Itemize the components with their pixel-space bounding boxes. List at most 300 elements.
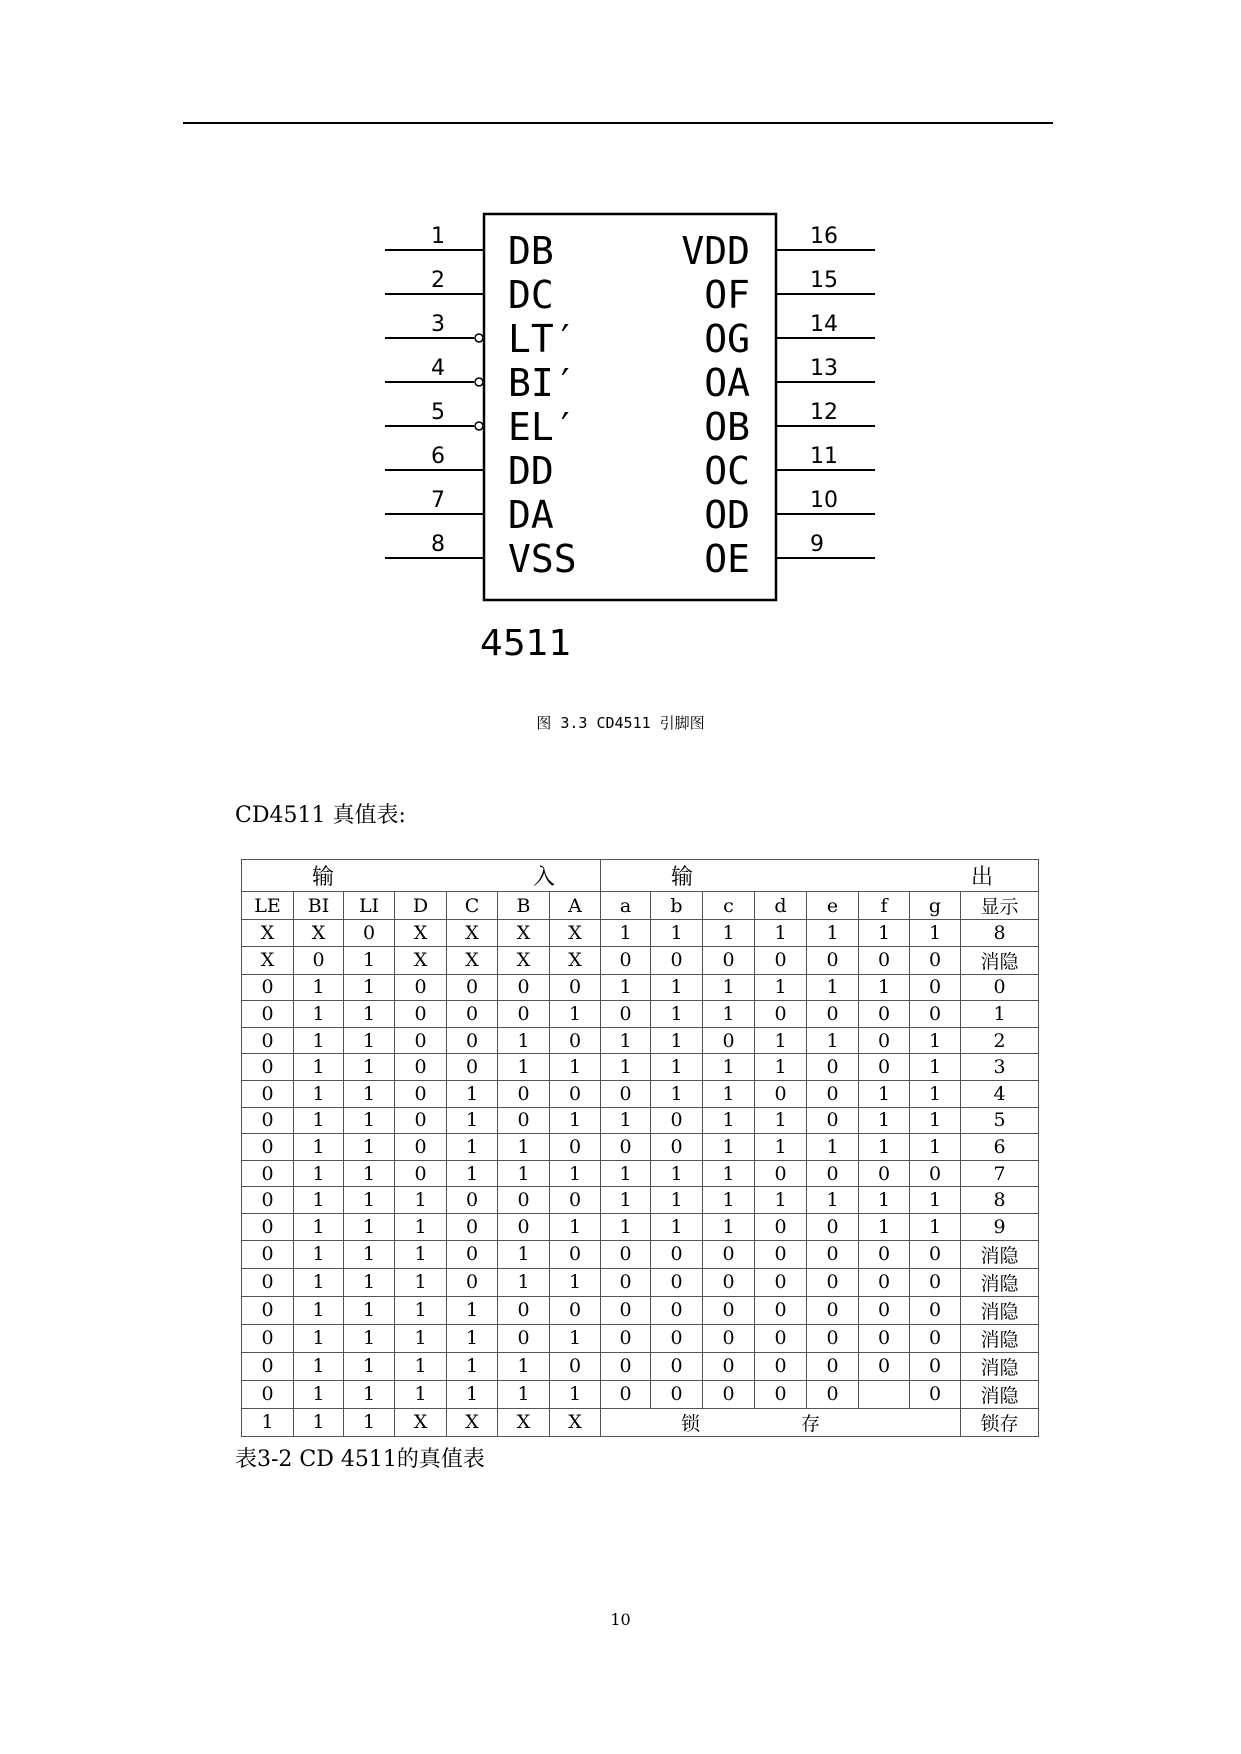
pin-number-16: 16: [810, 224, 838, 249]
pin-signal-16: VDD: [681, 229, 750, 273]
table-cell: 0: [910, 946, 961, 974]
table-cell: 0: [651, 1324, 703, 1352]
table-cell: 0: [242, 1380, 294, 1408]
column-header: BI: [294, 892, 344, 920]
table-cell: 0: [550, 1187, 601, 1214]
table-cell: 0: [447, 1187, 498, 1214]
column-header: f: [859, 892, 910, 920]
table-cell: 1: [294, 1408, 344, 1436]
figure-caption: 图 3.3 CD4511 引脚图: [536, 714, 705, 732]
table-cell: 消隐: [961, 1352, 1039, 1380]
input-group-header: 输 入: [242, 860, 601, 892]
table-cell: 0: [498, 974, 550, 1001]
table-row: [242, 1027, 1039, 1054]
table-cell: 0: [601, 1001, 651, 1028]
table-cell: 1: [498, 1054, 550, 1081]
table-cell: 1: [294, 1352, 344, 1380]
table-row: [242, 1160, 1039, 1187]
table-cell: 1: [498, 1380, 550, 1408]
table-cell: 0: [755, 1080, 807, 1107]
table-cell: 1: [651, 920, 703, 947]
pin-number-15: 15: [810, 268, 838, 293]
table-cell: 0: [755, 1160, 807, 1187]
table-cell: 1: [294, 1107, 344, 1134]
column-header: B: [498, 892, 550, 920]
page-number: 10: [610, 1610, 631, 1629]
table-row: [242, 946, 1039, 974]
table-cell: 0: [651, 1296, 703, 1324]
table-cell: 1: [498, 1240, 550, 1268]
table-cell: 0: [807, 1240, 859, 1268]
table-cell: 1: [755, 1054, 807, 1081]
column-header: a: [601, 892, 651, 920]
table-cell: 0: [651, 1240, 703, 1268]
table-caption: 表3-2 CD 4511的真值表: [235, 1447, 485, 1472]
table-cell: 1: [447, 1160, 498, 1187]
table-cell: 1: [395, 1352, 447, 1380]
table-cell: 0: [447, 974, 498, 1001]
table-cell: 0: [242, 1001, 294, 1028]
table-cell: 0: [601, 1324, 651, 1352]
table-cell: X: [242, 946, 294, 974]
table-cell: 0: [550, 1240, 601, 1268]
table-cell: 0: [242, 1324, 294, 1352]
table-cell: 0: [703, 1268, 755, 1296]
table-cell: 0: [703, 1027, 755, 1054]
table-cell: 1: [755, 920, 807, 947]
cd4511-pinout-diagram: [0, 0, 1241, 700]
table-cell: 1: [294, 1296, 344, 1324]
table-cell: 1: [755, 974, 807, 1001]
table-cell: 0: [344, 920, 395, 947]
table-cell: 1: [703, 1054, 755, 1081]
table-cell: 1: [703, 1160, 755, 1187]
table-cell: 0: [242, 1080, 294, 1107]
table-cell: 0: [859, 1296, 910, 1324]
table-cell: 1: [294, 974, 344, 1001]
table-cell: 1: [294, 1001, 344, 1028]
table-cell: 1: [294, 1268, 344, 1296]
table-cell: [859, 1380, 910, 1408]
table-cell: 1: [498, 1027, 550, 1054]
table-cell: 0: [447, 1001, 498, 1028]
table-cell: 0: [242, 1107, 294, 1134]
column-header: A: [550, 892, 601, 920]
table-row: [242, 920, 1039, 947]
table-cell: 1: [395, 1296, 447, 1324]
table-cell: 1: [344, 1268, 395, 1296]
table-cell: 1: [651, 1001, 703, 1028]
table-cell: X: [294, 920, 344, 947]
table-cell: 0: [447, 1054, 498, 1081]
table-cell: 0: [601, 1296, 651, 1324]
table-cell: 0: [859, 1001, 910, 1028]
table-cell: 0: [807, 1160, 859, 1187]
table-cell: 0: [395, 1134, 447, 1161]
table-cell: 1: [395, 1240, 447, 1268]
table-cell: 0: [242, 1187, 294, 1214]
output-group-header: 输 出: [601, 860, 1039, 892]
table-cell: 0: [447, 1268, 498, 1296]
pin-signal-12: OB: [704, 405, 750, 449]
column-header: d: [755, 892, 807, 920]
table-cell: 1: [294, 1134, 344, 1161]
table-cell: 1: [859, 1134, 910, 1161]
table-cell: 0: [395, 974, 447, 1001]
table-cell: 1: [447, 1107, 498, 1134]
table-cell: 1: [550, 1213, 601, 1240]
table-cell: 0: [910, 1240, 961, 1268]
table-row: [242, 1213, 1039, 1240]
table-cell: 1: [807, 1187, 859, 1214]
table-cell: 0: [859, 1240, 910, 1268]
table-cell: 1: [550, 1380, 601, 1408]
table-cell: 1: [807, 1134, 859, 1161]
table-cell: 1: [344, 1134, 395, 1161]
table-cell: 1: [447, 1324, 498, 1352]
latch-row: [242, 1408, 1039, 1436]
pin-signal-14: OG: [704, 317, 750, 361]
table-cell: 0: [242, 1352, 294, 1380]
table-cell: 0: [651, 1380, 703, 1408]
column-header: g: [910, 892, 961, 920]
inversion-bubble-4: [475, 378, 483, 386]
column-header-row: [242, 892, 1039, 920]
table-cell: 1: [910, 1107, 961, 1134]
table-cell: 0: [703, 1296, 755, 1324]
table-cell: 1: [859, 1187, 910, 1214]
pin-signal-6: DD: [508, 449, 554, 493]
table-cell: 1: [294, 1027, 344, 1054]
table-cell: 0: [755, 946, 807, 974]
table-cell: 1: [498, 1268, 550, 1296]
table-cell: 0: [755, 1324, 807, 1352]
table-cell: 0: [755, 1380, 807, 1408]
pin-signal-9: OE: [704, 537, 750, 581]
table-cell: 1: [859, 1107, 910, 1134]
column-header: 显示: [961, 892, 1039, 920]
table-cell: 消隐: [961, 1240, 1039, 1268]
table-cell: 0: [807, 1380, 859, 1408]
pin-number-2: 2: [431, 268, 445, 293]
table-cell: 0: [550, 974, 601, 1001]
table-cell: 1: [910, 1134, 961, 1161]
table-cell: 1: [703, 974, 755, 1001]
table-cell: 0: [242, 974, 294, 1001]
table-cell: 1: [344, 1001, 395, 1028]
table-cell: 消隐: [961, 946, 1039, 974]
pin-number-7: 7: [431, 488, 445, 513]
inversion-bubble-3: [475, 334, 483, 342]
table-cell: 1: [395, 1187, 447, 1214]
table-cell: 1: [498, 1160, 550, 1187]
table-cell: 1: [755, 1134, 807, 1161]
table-cell: 0: [807, 1268, 859, 1296]
table-cell: 1: [447, 1134, 498, 1161]
table-row: [242, 1324, 1039, 1352]
table-row: [242, 1001, 1039, 1028]
table-cell: 1: [344, 1352, 395, 1380]
table-cell: 1: [859, 1213, 910, 1240]
pin-signal-2: DC: [508, 273, 554, 317]
pin-number-10: 10: [810, 488, 838, 513]
table-cell: 1: [651, 1080, 703, 1107]
table-cell: X: [242, 920, 294, 947]
column-header: LE: [242, 892, 294, 920]
table-cell: 0: [859, 1054, 910, 1081]
table-cell: 0: [651, 1134, 703, 1161]
table-cell: 0: [601, 1380, 651, 1408]
table-cell: 0: [498, 1080, 550, 1107]
table-cell: X: [395, 1408, 447, 1436]
table-row: [242, 1080, 1039, 1107]
table-cell: X: [550, 1408, 601, 1436]
table-cell: 1: [703, 1213, 755, 1240]
table-cell: 1: [550, 1268, 601, 1296]
pin-number-1: 1: [431, 224, 445, 249]
table-cell: 1: [344, 946, 395, 974]
table-cell: 0: [550, 1352, 601, 1380]
table-cell: 1: [550, 1107, 601, 1134]
table-cell: 1: [550, 1160, 601, 1187]
table-cell: 0: [807, 1324, 859, 1352]
table-cell: 1: [807, 920, 859, 947]
table-row: [242, 1134, 1039, 1161]
table-cell: 1: [703, 1187, 755, 1214]
table-cell: 1: [344, 1324, 395, 1352]
column-header: D: [395, 892, 447, 920]
table-cell: 0: [910, 1268, 961, 1296]
table-cell: 0: [651, 1352, 703, 1380]
table-cell: 消隐: [961, 1268, 1039, 1296]
table-cell: 0: [755, 1213, 807, 1240]
table-cell: 1: [344, 1408, 395, 1436]
table-cell: 1: [550, 1054, 601, 1081]
pin-number-14: 14: [810, 312, 838, 337]
table-cell: 0: [242, 1296, 294, 1324]
table-cell: 0: [447, 1240, 498, 1268]
table-cell: 1: [395, 1324, 447, 1352]
table-cell: X: [447, 920, 498, 947]
table-cell: 1: [651, 1027, 703, 1054]
table-cell: 1: [344, 1054, 395, 1081]
table-cell: 0: [807, 1001, 859, 1028]
pin-signal-3: LT′: [508, 317, 577, 361]
table-cell: 消隐: [961, 1296, 1039, 1324]
table-cell: 0: [703, 1240, 755, 1268]
inversion-bubble-5: [475, 422, 483, 430]
table-cell: 0: [601, 1352, 651, 1380]
table-cell: 0: [807, 1213, 859, 1240]
table-cell: 0: [755, 1240, 807, 1268]
table-cell: 1: [755, 1187, 807, 1214]
pin-signal-8: VSS: [508, 537, 577, 581]
table-cell: 0: [242, 1027, 294, 1054]
table-cell: 1: [344, 1027, 395, 1054]
table-cell: 1: [344, 1240, 395, 1268]
table-cell: X: [498, 920, 550, 947]
table-cell: 1: [651, 1054, 703, 1081]
right-pins: [681, 224, 875, 581]
table-cell: 0: [601, 1080, 651, 1107]
table-cell: 1: [651, 974, 703, 1001]
table-cell: 0: [447, 1213, 498, 1240]
table-cell: 0: [651, 946, 703, 974]
table-cell: 0: [498, 1296, 550, 1324]
table-cell: 0: [910, 1352, 961, 1380]
pin-number-9: 9: [810, 532, 824, 557]
table-cell: 1: [601, 1054, 651, 1081]
pin-signal-5: EL′: [508, 405, 577, 449]
column-header: b: [651, 892, 703, 920]
table-cell: 1: [294, 1240, 344, 1268]
table-cell: X: [550, 920, 601, 947]
table-cell: 0: [961, 974, 1039, 1001]
table-cell: 0: [910, 1380, 961, 1408]
table-cell: 0: [910, 1001, 961, 1028]
table-cell: 0: [242, 1213, 294, 1240]
table-cell: 0: [651, 1107, 703, 1134]
latch-output-cell: 锁 存: [601, 1408, 961, 1436]
table-cell: 1: [601, 1027, 651, 1054]
table-cell: 1: [447, 1296, 498, 1324]
table-cell: 0: [601, 1240, 651, 1268]
table-cell: 1: [550, 1324, 601, 1352]
table-cell: 0: [601, 1268, 651, 1296]
table-cell: 0: [703, 1352, 755, 1380]
table-cell: 消隐: [961, 1324, 1039, 1352]
table-cell: 1: [294, 1213, 344, 1240]
table-cell: 1: [601, 1107, 651, 1134]
table-cell: 0: [755, 1001, 807, 1028]
table-cell: 8: [961, 920, 1039, 947]
table-cell: 0: [755, 1268, 807, 1296]
table-cell: 1: [550, 1001, 601, 1028]
table-cell: 8: [961, 1187, 1039, 1214]
table-row: [242, 1240, 1039, 1268]
table-cell: 1: [601, 920, 651, 947]
table-cell: 0: [651, 1268, 703, 1296]
table-cell: 1: [651, 1213, 703, 1240]
table-cell: 1: [859, 920, 910, 947]
table-cell: X: [550, 946, 601, 974]
table-cell: 1: [910, 1213, 961, 1240]
table-cell: 0: [703, 1380, 755, 1408]
table-cell: 1: [344, 1187, 395, 1214]
table-cell: 0: [703, 1324, 755, 1352]
table-cell: 3: [961, 1054, 1039, 1081]
table-cell: 0: [910, 1324, 961, 1352]
truth-table: [241, 859, 1039, 1437]
table-cell: 1: [344, 1160, 395, 1187]
table-cell: 1: [498, 1352, 550, 1380]
table-cell: 1: [755, 1107, 807, 1134]
table-cell: 1: [807, 1027, 859, 1054]
table-cell: 0: [395, 1160, 447, 1187]
table-cell: 1: [242, 1408, 294, 1436]
table-cell: X: [447, 1408, 498, 1436]
column-header: e: [807, 892, 859, 920]
table-cell: 1: [447, 1080, 498, 1107]
table-cell: 1: [703, 1134, 755, 1161]
table-cell: 1: [294, 1054, 344, 1081]
table-cell: 1: [294, 1187, 344, 1214]
table-cell: 0: [601, 1134, 651, 1161]
table-cell: 1: [910, 920, 961, 947]
table-cell: 1: [294, 1080, 344, 1107]
table-cell: 消隐: [961, 1380, 1039, 1408]
table-cell: 6: [961, 1134, 1039, 1161]
table-cell: 1: [344, 1107, 395, 1134]
table-cell: 1: [859, 974, 910, 1001]
table-cell: 0: [859, 1160, 910, 1187]
table-cell: 0: [807, 1296, 859, 1324]
pin-number-12: 12: [810, 400, 838, 425]
table-cell: 0: [859, 1027, 910, 1054]
table-cell: 9: [961, 1213, 1039, 1240]
table-cell: 1: [703, 1001, 755, 1028]
table-cell: 0: [755, 1352, 807, 1380]
table-cell: 1: [910, 1054, 961, 1081]
pin-signal-1: DB: [508, 229, 554, 273]
table-cell: 0: [395, 1080, 447, 1107]
table-cell: 1: [344, 1380, 395, 1408]
table-cell: 1: [601, 1213, 651, 1240]
table-cell: 7: [961, 1160, 1039, 1187]
table-cell: 0: [550, 1027, 601, 1054]
table-cell: 1: [651, 1187, 703, 1214]
table-cell: 1: [344, 974, 395, 1001]
pin-signal-7: DA: [508, 493, 554, 537]
table-cell: 0: [395, 1054, 447, 1081]
column-header: c: [703, 892, 755, 920]
table-cell: 0: [242, 1134, 294, 1161]
table-row: [242, 1296, 1039, 1324]
table-cell: 0: [498, 1187, 550, 1214]
table-cell: 0: [498, 1107, 550, 1134]
table-cell: 0: [395, 1001, 447, 1028]
table-cell: 0: [550, 1296, 601, 1324]
table-cell: 0: [910, 1160, 961, 1187]
table-cell: 1: [601, 974, 651, 1001]
table-cell: X: [395, 946, 447, 974]
table-cell: 0: [807, 1080, 859, 1107]
table-cell: 1: [294, 1324, 344, 1352]
part-number: 4511: [480, 623, 572, 664]
table-cell: 1: [703, 1107, 755, 1134]
table-cell: 0: [550, 1134, 601, 1161]
table-cell: 1: [703, 1080, 755, 1107]
table-row: [242, 974, 1039, 1001]
table-cell: 1: [395, 1380, 447, 1408]
table-cell: 0: [807, 1107, 859, 1134]
pin-number-11: 11: [810, 444, 838, 469]
table-cell: 0: [242, 1160, 294, 1187]
table-cell: X: [447, 946, 498, 974]
table-cell: 0: [859, 1352, 910, 1380]
table-cell: 1: [601, 1160, 651, 1187]
pin-signal-11: OC: [704, 449, 750, 493]
pin-number-5: 5: [431, 400, 445, 425]
table-cell: 0: [242, 1054, 294, 1081]
table-cell: 0: [395, 1027, 447, 1054]
section-title: CD4511 真值表:: [235, 803, 406, 828]
table-row: [242, 1268, 1039, 1296]
table-row: [242, 1054, 1039, 1081]
pin-number-3: 3: [431, 312, 445, 337]
left-pins: [385, 224, 577, 581]
table-cell: 1: [651, 1160, 703, 1187]
